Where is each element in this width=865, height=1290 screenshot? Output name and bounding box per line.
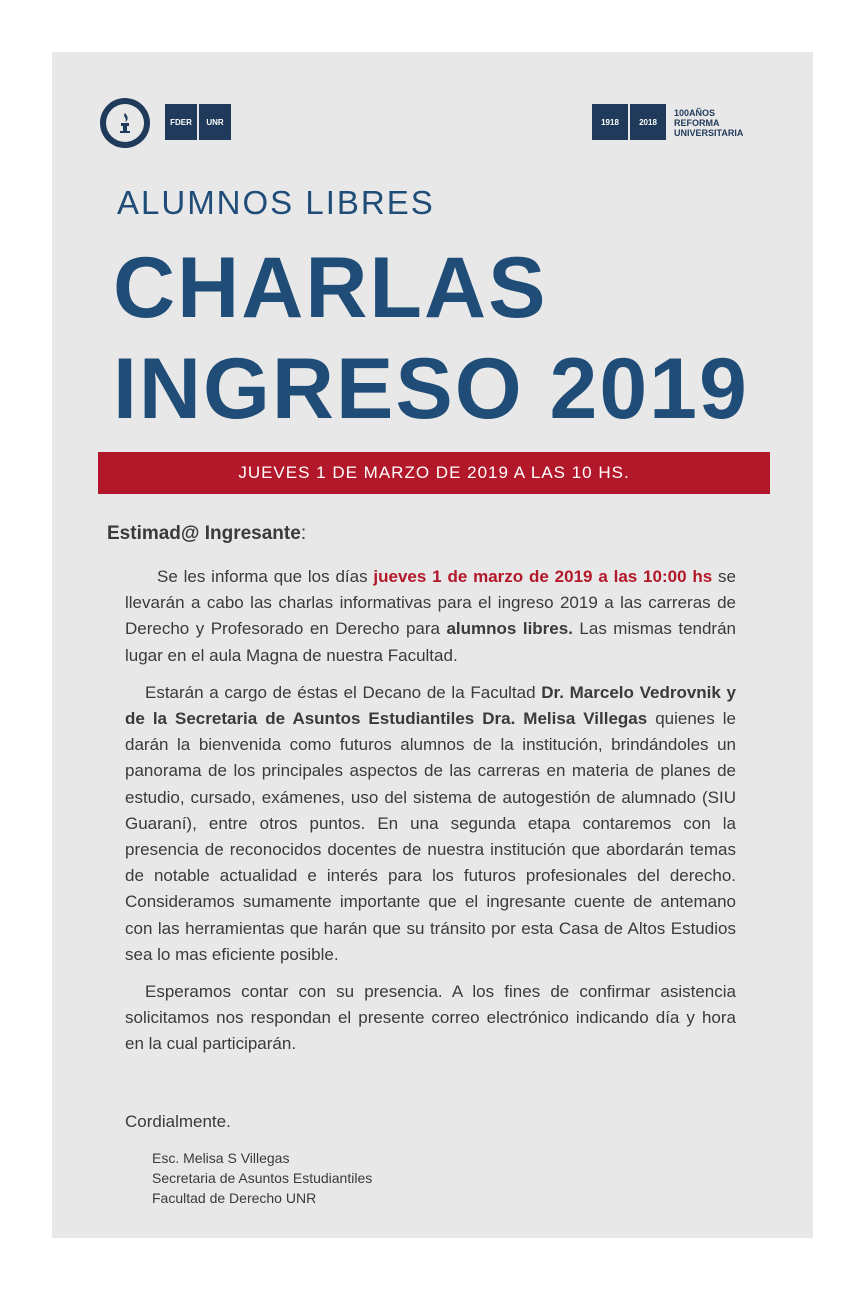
closing: Cordialmente. <box>125 1112 231 1131</box>
signature-name: Esc. Melisa S Villegas <box>152 1150 290 1166</box>
letter-body <box>125 564 736 1069</box>
unr-logo: UNR <box>199 104 231 140</box>
greeting: Estimad@ Ingresante: <box>107 523 307 544</box>
title-line-2: INGRESO 2019 <box>113 341 749 437</box>
signature-org: Facultad de Derecho UNR <box>152 1190 317 1206</box>
torch-icon <box>115 112 135 134</box>
kicker-heading: ALUMNOS LIBRES <box>117 184 435 221</box>
paragraph-2: Estarán a cargo de éstas el Decano de la Facultad Dr. Marcelo Vedrovnik y de la Secretaria de Asuntos Estudiantiles Dra. Melisa Villegas quienes le darán la bienvenida como futuros alumnos de la institución, brindándoles un panorama de los principales aspectos de las carreras en materia de planes de estudio, cursado, exámenes, uso del sistema de autogestión de alumnado (SIU Guaraní), entre otros puntos. En una segunda etapa contaremos con la presencia de reconocidos docentes de nuestra institución que abordarán temas de notable actualidad e interés para los futuros profesionales del derecho. Consideramos sumamente importante que el ingresante cuente de antemano con las herramientas que harán que su tránsito por esta Casa de Altos Estudios sea lo mas eficiente posible. <box>125 682 736 964</box>
signature-block <box>152 1148 372 1208</box>
signature-role: Secretaria de Asuntos Estudiantiles <box>152 1170 373 1186</box>
university-seal-icon <box>100 98 150 148</box>
title-line-1: CHARLAS <box>113 240 548 336</box>
date-highlight: jueves 1 de marzo de 2019 a las 10:00 hs <box>373 567 713 586</box>
reforma-universitaria-logo: 100AÑOS REFORMA UNIVERSITARIA <box>674 108 744 138</box>
fder-logo: FDER <box>165 104 197 140</box>
year-2018-badge: 2018 <box>630 104 666 140</box>
year-1918-badge: 1918 <box>592 104 628 140</box>
date-banner: JUEVES 1 DE MARZO DE 2019 A LAS 10 HS. <box>98 452 770 494</box>
paragraph-1: Se les informa que los días jueves 1 de marzo de 2019 a las 10:00 hs se llevarán a cabo las charlas informativas para el ingreso 2019 a las carreras de Derecho y Profesorado en Derecho para alumnos libres. Las mismas tendrán lugar en el aula Magna de nuestra Facultad. <box>125 567 737 665</box>
paragraph-3: Esperamos contar con su presencia. A los fines de confirmar asistencia solicitamos nos respondan el presente correo electrónico indicando día y hora en la cual participarán. <box>125 982 736 1054</box>
